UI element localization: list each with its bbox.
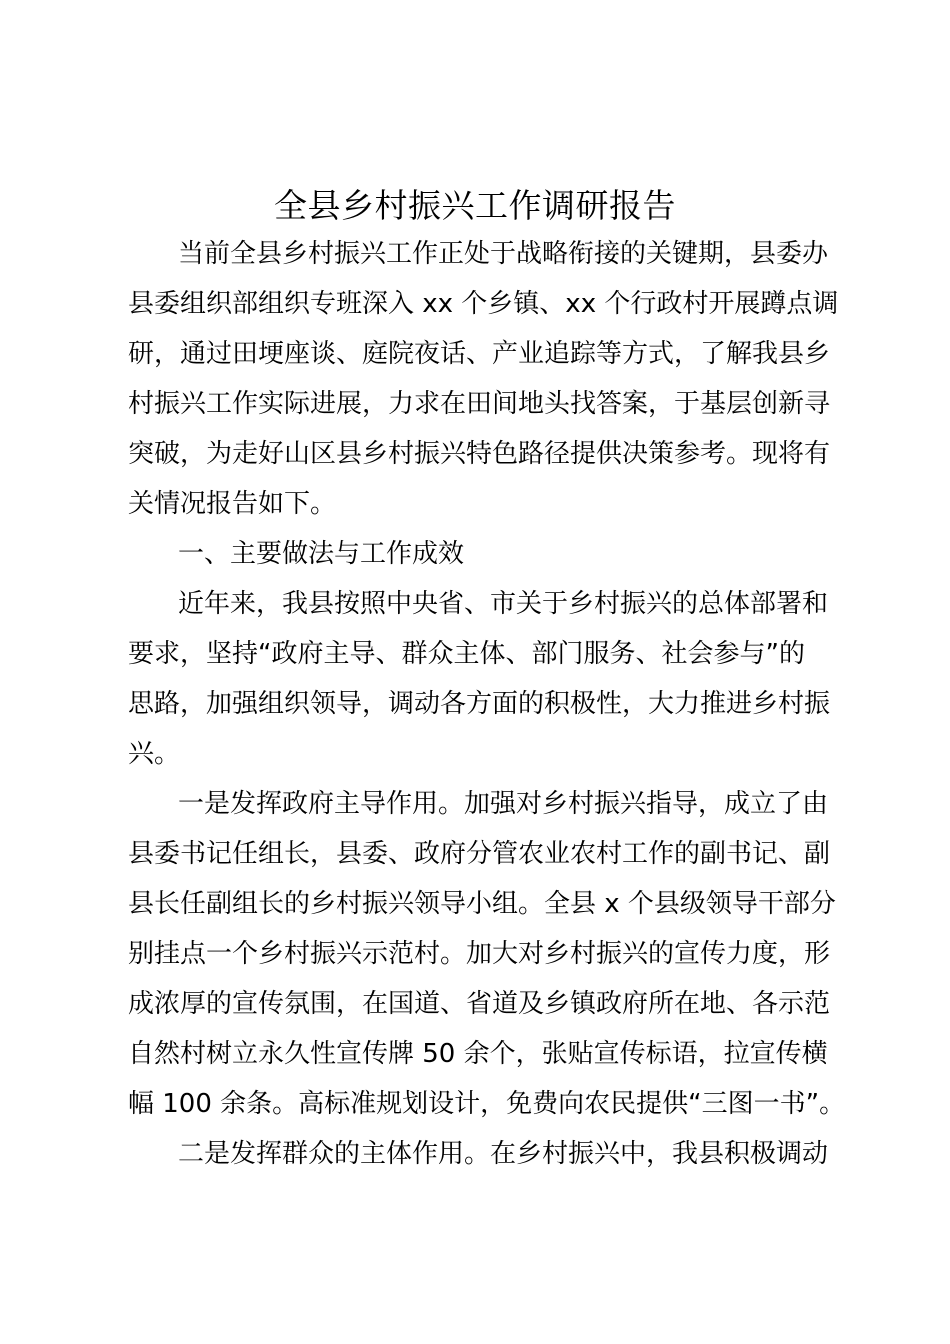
paragraph-line: 要求，坚持“政府主导、群众主体、部门服务、社会参与”的 (128, 639, 805, 669)
paragraph-line: 别挂点一个乡村振兴示范村。加大对乡村振兴的宣传力度，形 (128, 939, 831, 969)
paragraph-line: 村振兴工作实际进展，力求在田间地头找答案，于基层创新寻 (128, 389, 831, 419)
paragraph-line: 县长任副组长的乡村振兴领导小组。全县 x 个县级领导干部分 (128, 889, 836, 919)
paragraph-line: 兴。 (128, 739, 181, 769)
paragraph-line: 近年来，我县按照中央省、市关于乡村振兴的总体部署和 (178, 589, 829, 619)
paragraph-line: 自然村树立永久性宣传牌 50 余个，张贴宣传标语，拉宣传横 (128, 1039, 828, 1069)
paragraph-line: 成浓厚的宣传氛围，在国道、省道及乡镇政府所在地、各示范 (128, 989, 831, 1019)
paragraph-line: 幅 100 余条。高标准规划设计，免费向农民提供“三图一书”。 (128, 1089, 846, 1119)
paragraph-line: 思路，加强组织领导，调动各方面的积极性，大力推进乡村振 (128, 689, 831, 719)
section-heading: 一、主要做法与工作成效 (178, 539, 465, 569)
paragraph-line: 二是发挥群众的主体作用。在乡村振兴中，我县积极调动 (178, 1139, 829, 1169)
paragraph-line: 关情况报告如下。 (128, 489, 337, 519)
paragraph-line: 突破，为走好山区县乡村振兴特色路径提供决策参考。现将有 (128, 439, 831, 469)
paragraph-line: 县委组织部组织专班深入 xx 个乡镇、xx 个行政村开展蹲点调 (128, 289, 839, 319)
paragraph-line: 县委书记任组长，县委、政府分管农业农村工作的副书记、副 (128, 839, 831, 869)
paragraph-line: 一是发挥政府主导作用。加强对乡村振兴指导，成立了由 (178, 789, 829, 819)
paragraph-line: 当前全县乡村振兴工作正处于战略衔接的关键期，县委办 (178, 239, 829, 269)
paragraph-line: 研，通过田埂座谈、庭院夜话、产业追踪等方式，了解我县乡 (128, 339, 831, 369)
document-title: 全县乡村振兴工作调研报告 (274, 186, 676, 225)
